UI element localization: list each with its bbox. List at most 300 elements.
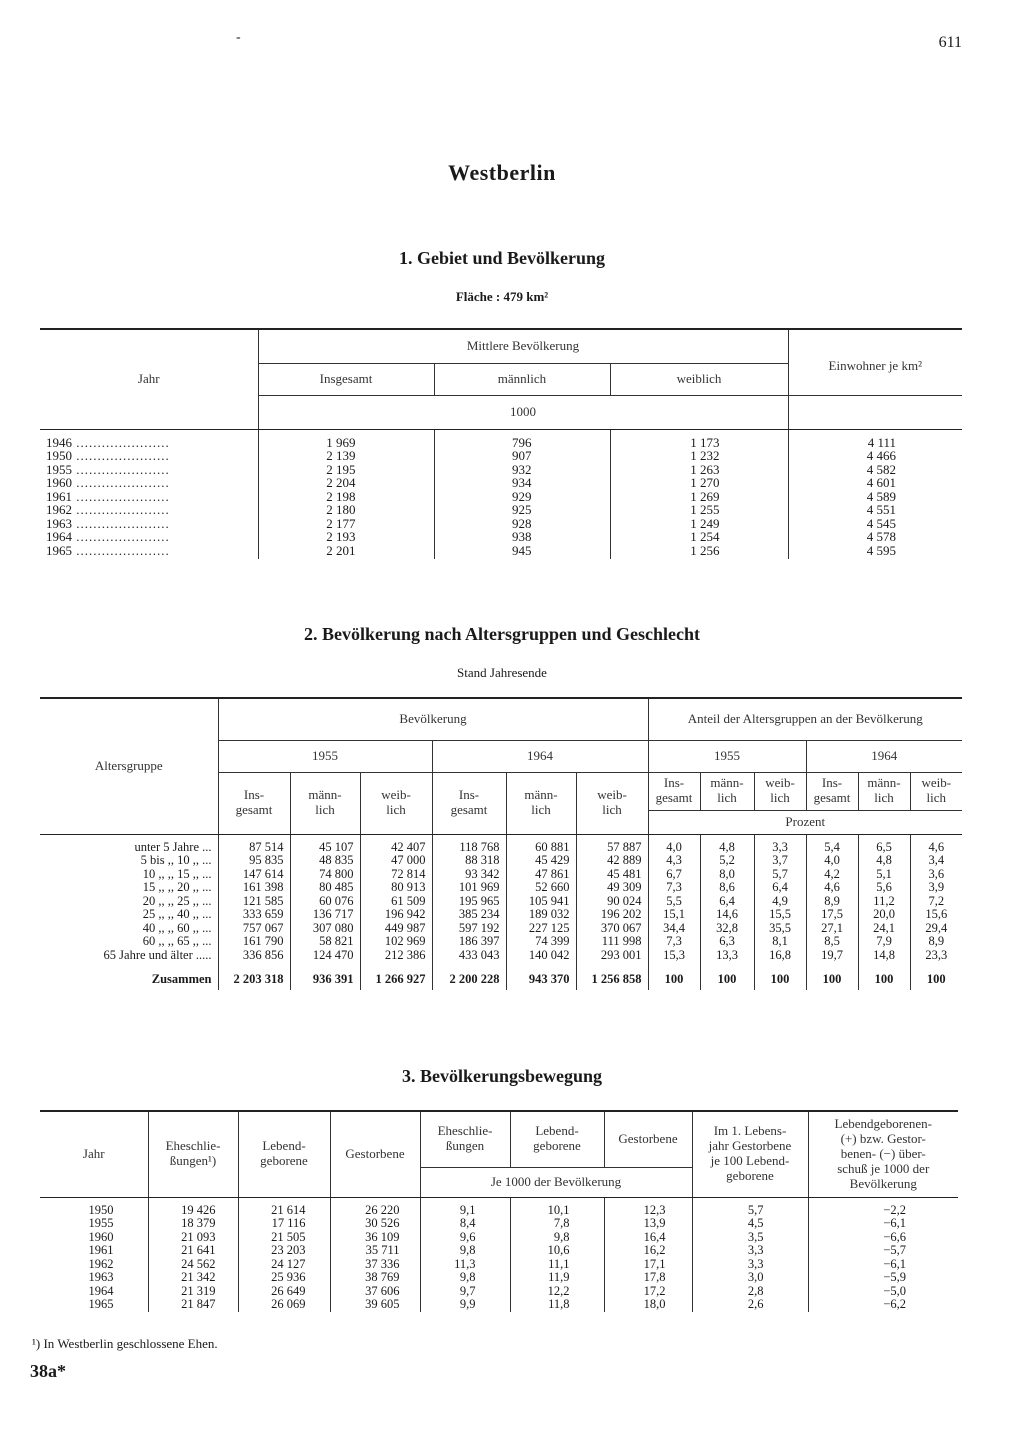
value-cell: 21 342 [148, 1271, 238, 1285]
value-cell: 20,0 [858, 908, 910, 922]
value-cell: 1 249 [610, 517, 788, 531]
value-cell: 80 913 [360, 881, 432, 895]
value-cell: 17,2 [604, 1285, 692, 1299]
table-row [40, 935, 962, 949]
value-cell: 124 470 [290, 949, 360, 963]
t2-h-w-ap: weib- lich [754, 772, 806, 810]
value-cell: 1 969 [258, 429, 434, 449]
table1-heading: 1. Gebiet und Bevölkerung [398, 248, 606, 268]
t2-h-ins-ap: Ins- gesamt [648, 772, 700, 810]
value-cell: 24 127 [238, 1258, 330, 1272]
value-cell: 4,5 [692, 1217, 808, 1231]
value-cell: 4 589 [866, 488, 896, 504]
year-cell [40, 449, 258, 463]
year-cell: 1964 [40, 1285, 148, 1299]
total-row [40, 962, 962, 990]
t3-header-gest2: Gestorbene [604, 1111, 692, 1167]
value-cell: 3,6 [928, 866, 945, 881]
value-cell: 6,4 [754, 881, 806, 895]
t3-header-ehe: Eheschlie- ßungen¹) [148, 1111, 238, 1197]
value-cell: 11,9 [510, 1271, 604, 1285]
t3-header-je1000: Je 1000 der Bevölkerung [420, 1167, 692, 1197]
value-cell: 2 180 [258, 503, 434, 517]
t3-header-lebend2: Lebend- geborene [510, 1111, 604, 1167]
value-cell: −6,1 [883, 1256, 906, 1271]
value-cell: 1 254 [610, 530, 788, 544]
t2-header-altersgruppe: Altersgruppe [40, 698, 218, 834]
value-cell: 1 263 [610, 463, 788, 477]
value-cell: 15,5 [754, 908, 806, 922]
value-cell: 907 [434, 449, 610, 463]
value-cell: 938 [434, 530, 610, 544]
t2-h-m-bp: männ- lich [858, 772, 910, 810]
t2-h-ins-b: Ins- gesamt [432, 772, 506, 834]
year-label: 1955 [46, 461, 72, 477]
year-cell: 1962 [40, 1258, 148, 1272]
value-cell: 10,1 [510, 1197, 604, 1217]
year-label: 1963 [46, 515, 72, 531]
value-cell: 16,2 [604, 1244, 692, 1258]
value-cell: 3,0 [692, 1271, 808, 1285]
year-cell [40, 544, 258, 560]
value-cell: 111 998 [576, 935, 648, 949]
value-cell: 1 256 858 [576, 962, 648, 990]
value-cell: 4,6 [928, 839, 945, 854]
t3-header-saldo: Lebendgeborenen- (+) bzw. Gestor- benen- (−) über- schuß je 1000 der Bevölkerung [808, 1111, 958, 1197]
value-cell: 1 266 927 [360, 962, 432, 990]
year-cell: 1950 [40, 1197, 148, 1217]
age-group-cell: Zusammen [40, 962, 218, 990]
value-cell: 95 835 [218, 854, 290, 868]
year-cell: 1963 [40, 1271, 148, 1285]
value-cell: 21 319 [148, 1285, 238, 1299]
value-cell: 13,9 [604, 1217, 692, 1231]
value-cell: 2 193 [258, 530, 434, 544]
value-cell: 597 192 [432, 922, 506, 936]
value-cell: 6,5 [858, 834, 910, 854]
year-cell [40, 517, 258, 531]
t1-header-maennlich: männlich [434, 363, 610, 395]
value-cell: 17,8 [604, 1271, 692, 1285]
value-cell: 1 173 [610, 429, 788, 449]
value-cell: 932 [434, 463, 610, 477]
value-cell: 29,4 [925, 920, 948, 935]
value-cell: 9,7 [420, 1285, 510, 1299]
value-cell: 16,8 [754, 949, 806, 963]
value-cell: 4 595 [866, 542, 896, 558]
age-group-cell: 60 ,, ,, 65 ,, ... [40, 935, 218, 949]
value-cell: 1 269 [610, 490, 788, 504]
value-cell: 2 203 318 [218, 962, 290, 990]
year-label: 1960 [46, 475, 72, 490]
year-label: 1946 [46, 434, 72, 450]
t1-header-jahr: Jahr [40, 329, 258, 429]
value-cell: 13,3 [700, 949, 754, 963]
value-cell: 60 881 [506, 834, 576, 854]
leader-dots: ...................... [72, 502, 170, 517]
table-row [40, 530, 962, 544]
age-group-cell: 65 Jahre und älter ..... [40, 949, 218, 963]
value-cell: 24,1 [858, 922, 910, 936]
value-cell: 8,0 [700, 868, 754, 882]
footnote: ¹) In Westberlin geschlossene Ehen. [32, 1336, 218, 1351]
table-row [40, 1258, 958, 1272]
value-cell: 47 861 [506, 868, 576, 882]
value-cell: 23,3 [925, 947, 948, 962]
year-cell: 1965 [40, 1298, 148, 1312]
table-row [40, 1271, 958, 1285]
t2-header-anteil: Anteil der Altersgruppen an der Bevölkerung [648, 698, 962, 740]
age-group-cell: 15 ,, ,, 20 ,, ... [40, 881, 218, 895]
value-cell: 161 790 [218, 935, 290, 949]
value-cell: 23 203 [238, 1244, 330, 1258]
value-cell: 42 407 [360, 834, 432, 854]
value-cell: 4 578 [866, 529, 896, 544]
value-cell: 1 255 [610, 503, 788, 517]
value-cell: 4,8 [858, 854, 910, 868]
value-cell: 47 000 [360, 854, 432, 868]
value-cell: 2,6 [692, 1298, 808, 1312]
value-cell: 2 198 [258, 490, 434, 504]
value-cell: 4,2 [806, 868, 858, 882]
t2-header-year-b: 1964 [432, 740, 648, 772]
value-cell: 14,8 [858, 949, 910, 963]
table-row [40, 476, 962, 490]
value-cell: 140 042 [506, 949, 576, 963]
value-cell: 336 856 [218, 949, 290, 963]
value-cell: 196 202 [576, 908, 648, 922]
value-cell: 11,3 [420, 1258, 510, 1272]
age-group-cell: 5 bis ,, 10 ,, ... [40, 854, 218, 868]
value-cell: 4,3 [648, 854, 700, 868]
value-cell: 21 847 [148, 1298, 238, 1312]
value-cell: 928 [434, 517, 610, 531]
table-row [40, 517, 962, 531]
value-cell: 196 942 [360, 908, 432, 922]
t2-header-bevoelkerung: Bevölkerung [218, 698, 648, 740]
value-cell: −5,7 [883, 1243, 906, 1257]
value-cell: 72 814 [360, 868, 432, 882]
value-cell: 30 526 [330, 1217, 420, 1231]
value-cell: 87 514 [218, 834, 290, 854]
value-cell: 7,9 [858, 935, 910, 949]
table1 [40, 328, 962, 559]
value-cell: 449 987 [360, 922, 432, 936]
table-row [40, 463, 962, 477]
value-cell: 34,4 [648, 922, 700, 936]
value-cell: 17 116 [238, 1217, 330, 1231]
leader-dots: ...................... [72, 448, 170, 463]
value-cell: 24 562 [148, 1258, 238, 1272]
value-cell: 49 309 [576, 881, 648, 895]
value-cell: 6,4 [700, 895, 754, 909]
value-cell: 27,1 [806, 922, 858, 936]
leader-dots: ...................... [72, 488, 170, 504]
value-cell: 2 204 [258, 476, 434, 490]
t1-header-insgesamt: Insgesamt [258, 363, 434, 395]
t2-h-ins-bp: Ins- gesamt [806, 772, 858, 810]
value-cell: 945 [434, 544, 610, 560]
value-cell: 88 318 [432, 854, 506, 868]
t2-h-w-b: weib- lich [576, 772, 648, 834]
value-cell: 21 505 [238, 1231, 330, 1245]
value-cell: −2,2 [883, 1202, 906, 1217]
value-cell: 3,3 [754, 834, 806, 854]
value-cell: 74 800 [290, 868, 360, 882]
value-cell: 5,7 [692, 1197, 808, 1217]
value-cell: 11,2 [858, 895, 910, 909]
value-cell: 4,6 [806, 881, 858, 895]
value-cell: 57 887 [576, 834, 648, 854]
value-cell: 9,8 [510, 1231, 604, 1245]
value-cell: 4 582 [866, 461, 896, 477]
value-cell: 80 485 [290, 881, 360, 895]
value-cell: 4 111 [867, 434, 896, 450]
age-group-cell: unter 5 Jahre ... [40, 834, 218, 854]
value-cell: 9,6 [420, 1231, 510, 1245]
value-cell: 934 [434, 476, 610, 490]
value-cell: 12,3 [604, 1197, 692, 1217]
value-cell: 39 605 [330, 1298, 420, 1312]
value-cell: 25 936 [238, 1271, 330, 1285]
value-cell: 100 [926, 972, 946, 987]
value-cell: 102 969 [360, 935, 432, 949]
value-cell: 7,2 [928, 893, 945, 908]
value-cell: 21 614 [238, 1197, 330, 1217]
table-row [40, 544, 962, 560]
table1-subtitle: Fläche : 479 km² [455, 289, 549, 304]
value-cell: 385 234 [432, 908, 506, 922]
value-cell: 118 768 [432, 834, 506, 854]
value-cell: 5,1 [858, 868, 910, 882]
value-cell: 227 125 [506, 922, 576, 936]
value-cell: 1 256 [610, 544, 788, 560]
table-row [40, 908, 962, 922]
table-row [40, 1244, 958, 1258]
value-cell: 105 941 [506, 895, 576, 909]
value-cell: 45 481 [576, 868, 648, 882]
value-cell: 212 386 [360, 949, 432, 963]
value-cell: 186 397 [432, 935, 506, 949]
value-cell: 3,9 [928, 880, 945, 894]
t1-header-group: Mittlere Bevölkerung [258, 329, 788, 363]
table3 [40, 1110, 958, 1312]
t2-header-year-a: 1955 [218, 740, 432, 772]
t3-header-jahr: Jahr [40, 1111, 148, 1197]
value-cell: 37 606 [330, 1285, 420, 1299]
value-cell: 936 391 [290, 962, 360, 990]
leader-dots: ...................... [72, 475, 170, 490]
value-cell: 2 139 [258, 449, 434, 463]
value-cell: 4 545 [866, 515, 896, 531]
value-cell: 2 200 228 [432, 962, 506, 990]
value-cell: 9,1 [420, 1197, 510, 1217]
t2-h-w-a: weib- lich [360, 772, 432, 834]
value-cell: 5,6 [858, 881, 910, 895]
value-cell: 18 379 [148, 1217, 238, 1231]
value-cell: 100 [858, 962, 910, 990]
value-cell: 4 601 [866, 475, 896, 490]
value-cell: 4,9 [754, 895, 806, 909]
value-cell: 1 232 [610, 449, 788, 463]
value-cell: 26 220 [330, 1197, 420, 1217]
leader-dots: ...................... [72, 515, 170, 531]
value-cell: 3,4 [928, 853, 945, 867]
value-cell: 6,3 [700, 935, 754, 949]
value-cell: 17,5 [806, 908, 858, 922]
year-cell [40, 429, 258, 449]
t2-header-year-a-pct: 1955 [648, 740, 806, 772]
value-cell: 11,8 [510, 1298, 604, 1312]
value-cell: 14,6 [700, 908, 754, 922]
year-cell [40, 503, 258, 517]
value-cell: 2 195 [258, 463, 434, 477]
value-cell: 433 043 [432, 949, 506, 963]
t2-h-m-b: männ- lich [506, 772, 576, 834]
value-cell: −6,1 [883, 1216, 906, 1230]
table-row [40, 868, 962, 882]
year-cell [40, 463, 258, 477]
t2-header-year-b-pct: 1964 [806, 740, 962, 772]
value-cell: 16,4 [604, 1231, 692, 1245]
table-row [40, 449, 962, 463]
signature: 38a* [30, 1361, 66, 1381]
table-row [40, 949, 962, 963]
value-cell: 100 [806, 962, 858, 990]
value-cell: 18,0 [604, 1298, 692, 1312]
value-cell: 38 769 [330, 1271, 420, 1285]
value-cell: 189 032 [506, 908, 576, 922]
table2 [40, 697, 962, 990]
value-cell: −6,6 [883, 1229, 906, 1244]
value-cell: 15,6 [925, 907, 948, 921]
value-cell: 19 426 [148, 1197, 238, 1217]
year-cell: 1960 [40, 1231, 148, 1245]
table-row [40, 854, 962, 868]
value-cell: 35 711 [330, 1244, 420, 1258]
table3-heading: 3. Bevölkerungsbewegung [401, 1066, 603, 1086]
value-cell: 161 398 [218, 881, 290, 895]
value-cell: 45 429 [506, 854, 576, 868]
value-cell: 36 109 [330, 1231, 420, 1245]
value-cell: 21 093 [148, 1231, 238, 1245]
year-cell [40, 490, 258, 504]
value-cell: 10,6 [510, 1244, 604, 1258]
table-row [40, 1298, 958, 1312]
year-label: 1964 [46, 529, 72, 544]
year-label: 1962 [46, 502, 72, 517]
value-cell: 796 [434, 429, 610, 449]
table2-subtitle: Stand Jahresende [457, 665, 547, 680]
age-group-cell: 10 ,, ,, 15 ,, ... [40, 868, 218, 882]
value-cell: 5,5 [648, 895, 700, 909]
value-cell: 100 [754, 962, 806, 990]
value-cell: 90 024 [576, 895, 648, 909]
table2-heading: 2. Bevölkerung nach Altersgruppen und Geschlecht [303, 624, 701, 644]
value-cell: 61 509 [360, 895, 432, 909]
value-cell: 2 201 [258, 544, 434, 560]
value-cell: 8,4 [420, 1217, 510, 1231]
leader-dots: ...................... [72, 529, 170, 544]
value-cell: 100 [648, 962, 700, 990]
value-cell: 32,8 [700, 922, 754, 936]
t2-h-m-a: männ- lich [290, 772, 360, 834]
t2-h-ins-a: Ins- gesamt [218, 772, 290, 834]
value-cell: 757 067 [218, 922, 290, 936]
leader-dots: ...................... [72, 542, 170, 558]
value-cell: −5,0 [883, 1283, 906, 1298]
value-cell: 15,3 [648, 949, 700, 963]
value-cell: 195 965 [432, 895, 506, 909]
t3-header-gest: Gestorbene [330, 1111, 420, 1197]
value-cell: 17,1 [604, 1258, 692, 1272]
value-cell: −5,9 [883, 1270, 906, 1284]
value-cell: 2 177 [258, 517, 434, 531]
table-row [40, 429, 962, 449]
t1-header-unit: 1000 [258, 395, 788, 429]
value-cell: 11,1 [510, 1258, 604, 1272]
value-cell: 147 614 [218, 868, 290, 882]
t1-header-weiblich: weiblich [610, 363, 788, 395]
leader-dots: ...................... [72, 461, 170, 477]
value-cell: 121 585 [218, 895, 290, 909]
value-cell: 37 336 [330, 1258, 420, 1272]
value-cell: 74 399 [506, 935, 576, 949]
value-cell: 136 717 [290, 908, 360, 922]
table-row [40, 490, 962, 504]
year-cell: 1961 [40, 1244, 148, 1258]
value-cell: 15,1 [648, 908, 700, 922]
value-cell: 12,2 [510, 1285, 604, 1299]
table-row [40, 834, 962, 854]
value-cell: 2,8 [692, 1285, 808, 1299]
value-cell: 48 835 [290, 854, 360, 868]
year-label: 1965 [46, 542, 72, 558]
year-cell [40, 530, 258, 544]
value-cell: 5,7 [754, 868, 806, 882]
value-cell: 60 076 [290, 895, 360, 909]
value-cell: 8,9 [806, 895, 858, 909]
value-cell: 3,5 [692, 1231, 808, 1245]
value-cell: 21 641 [148, 1244, 238, 1258]
value-cell: 9,8 [420, 1244, 510, 1258]
value-cell: 7,8 [510, 1217, 604, 1231]
t2-header-prozent: Prozent [648, 810, 962, 834]
table-row [40, 1217, 958, 1231]
value-cell: 26 069 [238, 1298, 330, 1312]
value-cell: 307 080 [290, 922, 360, 936]
value-cell: 45 107 [290, 834, 360, 854]
value-cell: 333 659 [218, 908, 290, 922]
value-cell: 5,2 [700, 854, 754, 868]
value-cell: 42 889 [576, 854, 648, 868]
value-cell: 293 001 [576, 949, 648, 963]
table-row [40, 922, 962, 936]
value-cell: 35,5 [754, 922, 806, 936]
value-cell: 101 969 [432, 881, 506, 895]
value-cell: 4 551 [866, 502, 896, 517]
t3-header-lebend: Lebend- geborene [238, 1111, 330, 1197]
value-cell: 3,7 [754, 854, 806, 868]
t1-header-dichte: Einwohner je km² [788, 329, 962, 395]
value-cell: 52 660 [506, 881, 576, 895]
value-cell: 3,3 [692, 1244, 808, 1258]
age-group-cell: 25 ,, ,, 40 ,, ... [40, 908, 218, 922]
value-cell: 7,3 [648, 881, 700, 895]
t3-header-ehe2: Eheschlie- ßungen [420, 1111, 510, 1167]
value-cell: 19,7 [806, 949, 858, 963]
value-cell: 1 270 [610, 476, 788, 490]
